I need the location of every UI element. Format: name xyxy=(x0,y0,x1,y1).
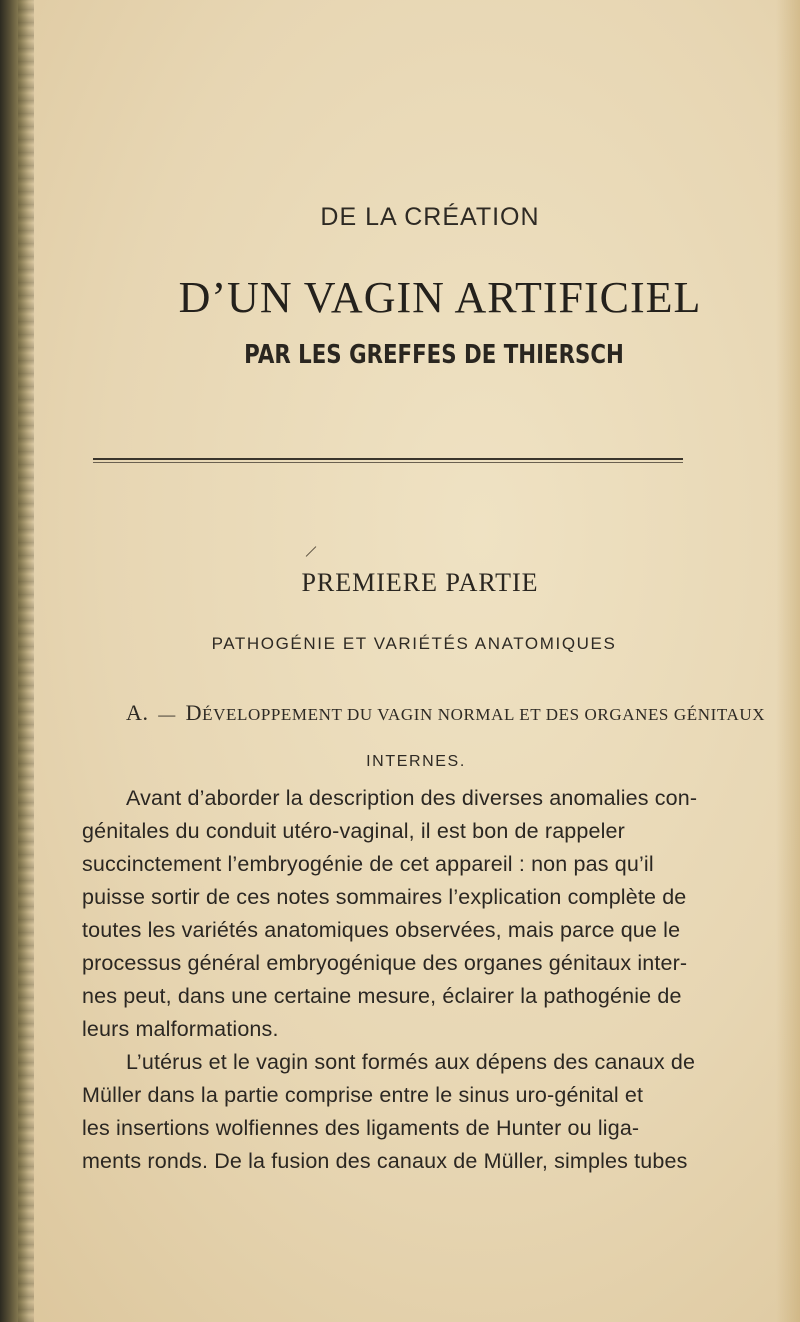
section-dash: — xyxy=(158,705,176,724)
heading-line-2: D’UN VAGIN ARTIFICIEL xyxy=(178,273,702,322)
body-line: génitales du conduit utéro-vaginal, il est bon de rappeler xyxy=(82,819,625,843)
body-line: processus général embryogénique des organes génitaux inter- xyxy=(82,951,688,975)
part-title: PREMIERE PARTIE xyxy=(301,568,539,597)
body-line: nes peut, dans une certaine mesure, éclairer la pathogénie de xyxy=(82,984,682,1008)
heading-line-1: DE LA CRÉATION xyxy=(320,203,540,231)
part-subtitle: PATHOGÉNIE ET VARIÉTÉS ANATOMIQUES xyxy=(211,634,617,653)
body-line: puisse sortir de ces notes sommaires l’explication complète de xyxy=(82,885,687,909)
divider-rule xyxy=(93,458,683,460)
section-letter: A. xyxy=(126,700,149,725)
section-title: ÉVELOPPEMENT DU VAGIN NORMAL ET DES ORGANES GÉNITAUX xyxy=(202,705,766,724)
section-title-line-2: INTERNES. xyxy=(366,753,466,770)
body-line: ments ronds. De la fusion des canaux de Müller, simples tubes xyxy=(82,1149,688,1173)
body-line: toutes les variétés anatomiques observées, mais parce que le xyxy=(82,918,681,942)
divider-rule-thin xyxy=(93,462,683,463)
heading-line-3: PAR LES GREFFES DE THIERSCH xyxy=(244,340,624,370)
body-line: Müller dans la partie comprise entre le sinus uro-génital et xyxy=(82,1083,644,1107)
stray-mark xyxy=(306,546,317,557)
body-line: leurs malformations. xyxy=(82,1017,279,1041)
body-line: les insertions wolfiennes des ligaments de Hunter ou liga- xyxy=(82,1116,640,1140)
section-initial: D xyxy=(185,700,203,725)
body-line: succinctement l’embryogénie de cet appareil : non pas qu’il xyxy=(82,852,654,876)
book-binding-edge xyxy=(0,0,34,1322)
body-line: L’utérus et le vagin sont formés aux dépens des canaux de xyxy=(126,1050,696,1074)
body-line: Avant d’aborder la description des diverses anomalies con- xyxy=(126,786,698,810)
page-edge-shadow xyxy=(776,0,800,1322)
section-heading xyxy=(126,700,765,726)
